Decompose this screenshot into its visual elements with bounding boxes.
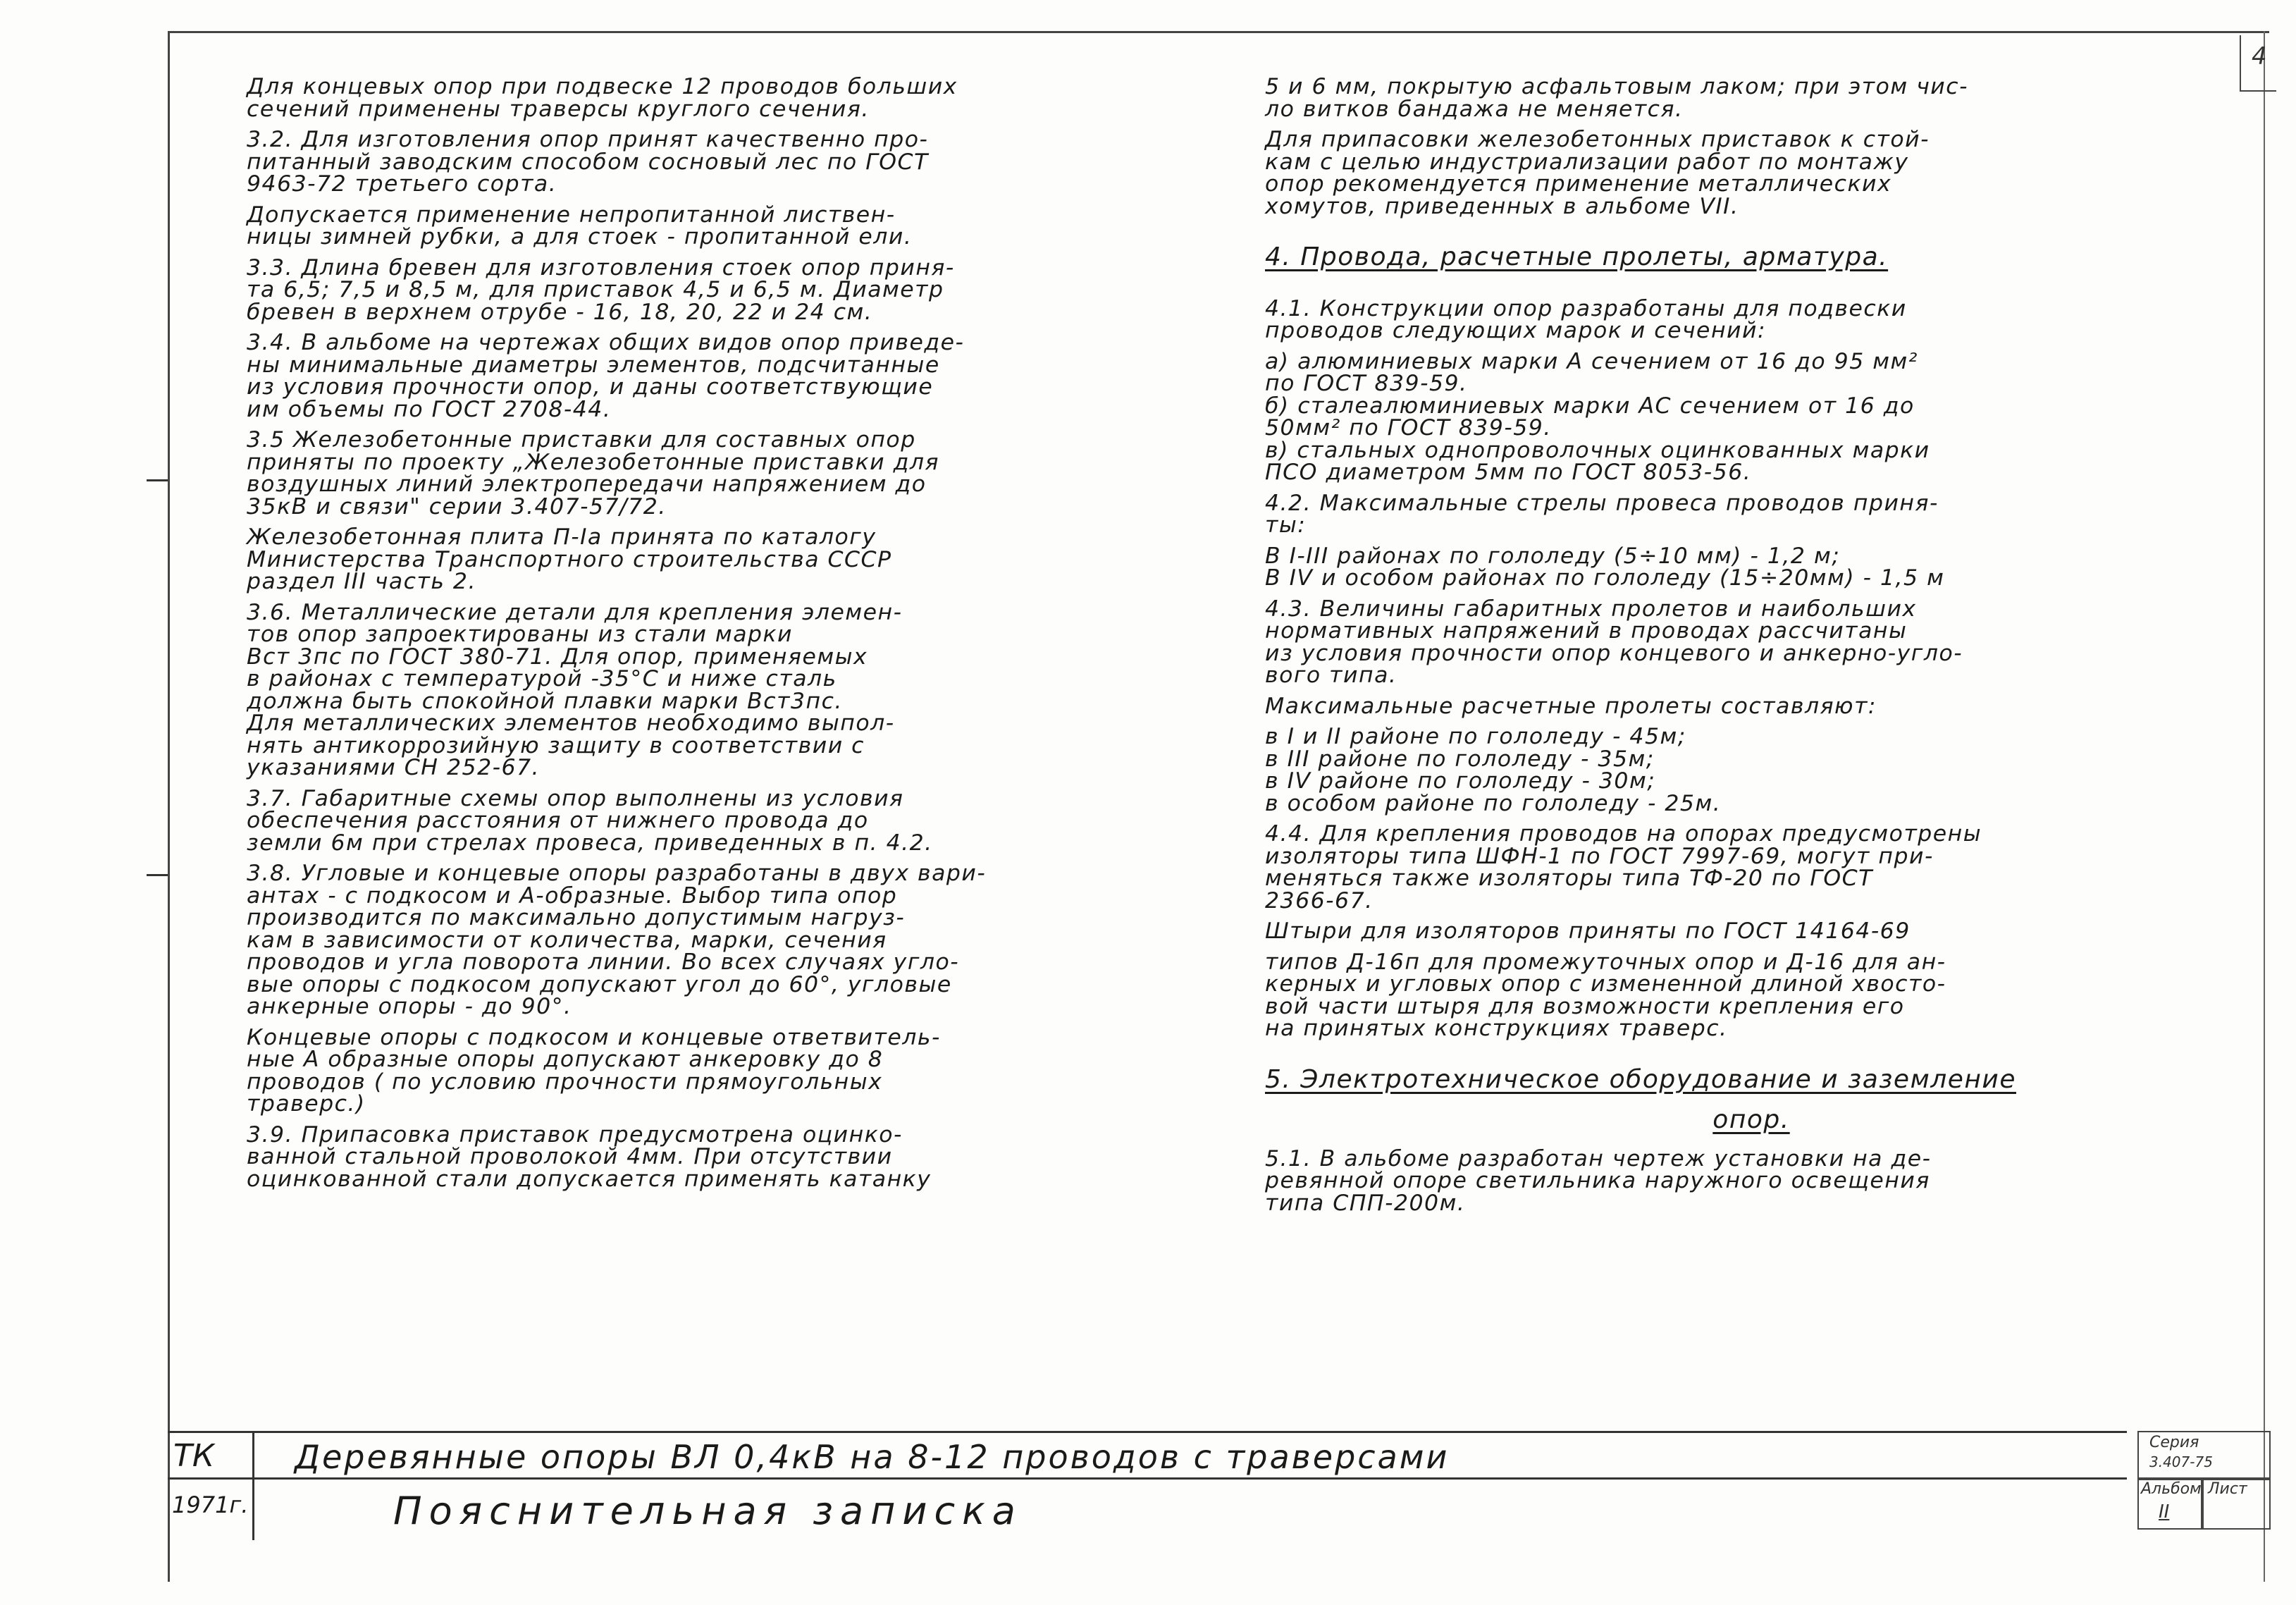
text-line: 3.6. Металлические детали для крепления элемен-	[247, 599, 903, 625]
margin-tick	[147, 874, 168, 876]
text-line: из условия прочности опор, и даны соответствующие	[247, 374, 934, 400]
text-line: Для припасовки железобетонных приставок к стой-	[1265, 127, 1930, 152]
text-line: обеспечения расстояния от нижнего провода до	[247, 808, 869, 833]
text-line: раздел III часть 2.	[247, 569, 476, 594]
text-line: 4.2. Максимальные стрелы провеса проводов приня-	[1265, 490, 1939, 516]
project-title: Деревянные опоры ВЛ 0,4кВ на 8-12 проводов с траверсами	[295, 1438, 1450, 1476]
text-line: хомутов, приведенных в альбоме VII.	[1265, 193, 1739, 219]
section-5-body	[1265, 1145, 2238, 1216]
left-text-column	[247, 76, 1184, 1191]
text-line: кам с целью индустриализации работ по монтажу	[1265, 149, 1909, 175]
text-line: нормативных напряжений в проводах рассчитаны	[1265, 618, 1908, 644]
text-line: в III районе по гололеду - 35м;	[1265, 746, 1655, 772]
text-line: земли 6м при стрелах провеса, приведенных в п. 4.2.	[247, 830, 933, 856]
text-line: 3.8. Угловые и концевые опоры разработаны в двух вари-	[247, 861, 987, 886]
text-line: меняться также изоляторы типа ТФ-20 по ГОСТ	[1265, 866, 1873, 891]
sheet-number: 4	[2252, 42, 2267, 70]
title-block-divider	[252, 1431, 254, 1540]
text-line: должна быть спокойной плавки марки Вст3пс.	[247, 688, 843, 714]
text-line: траверс.)	[247, 1091, 366, 1117]
text-line: та 6,5; 7,5 и 8,5 м, для приставок 4,5 и 6,5 м. Диаметр	[247, 277, 944, 302]
title-block	[168, 1431, 2268, 1540]
text-line: ны минимальные диаметры элементов, подсчитанные	[247, 352, 940, 378]
text-line: проводов следующих марок и сечений:	[1265, 318, 1767, 343]
text-line: типа СПП-200м.	[1265, 1190, 1466, 1216]
text-line: Максимальные расчетные пролеты составляют:	[1265, 693, 1877, 719]
sheet-label: Лист	[2208, 1480, 2247, 1498]
text-line: 9463-72 третьего сорта.	[247, 171, 557, 197]
text-line: 3.2. Для изготовления опор принят качественно про-	[247, 127, 929, 152]
text-line: вой части штыря для возможности крепления его	[1265, 993, 1905, 1019]
text-line: а) алюминиевых марки А сечением от 16 до 95 мм²	[1265, 348, 1918, 374]
text-line: 4.1. Конструкции опор разработаны для подвески	[1265, 295, 1907, 321]
text-line: 3.3. Длина бревен для изготовления стоек опор приня-	[247, 254, 955, 281]
text-line: 3.4. В альбоме на чертежах общих видов опор приведе-	[247, 330, 965, 355]
text-line: тов опор запроектированы из стали марки	[247, 622, 793, 647]
document-title: Пояснительная записка	[393, 1489, 1023, 1533]
text-line: ницы зимней рубки, а для стоек - пропитанной ели.	[247, 224, 913, 250]
text-line: сечений применены траверсы круглого сечения.	[247, 96, 870, 122]
frame-left-border	[168, 31, 170, 1582]
text-line: бревен в верхнем отрубе - 16, 18, 20, 22 и 24 см.	[247, 299, 873, 325]
text-line: Штыри для изоляторов приняты по ГОСТ 14164-69	[1265, 918, 1911, 944]
org-code: ТК	[173, 1438, 215, 1474]
frame-top-border	[169, 31, 2269, 33]
text-line: типов Д-16п для промежуточных опор и Д-16 для ан-	[1265, 949, 1946, 975]
text-line: в районах с температурой -35°С и ниже сталь	[247, 666, 837, 691]
text-line: б) сталеалюминиевых марки АС сечением от 16 до	[1265, 393, 1915, 419]
text-line: приняты по проекту „Железобетонные приставки для	[247, 449, 940, 475]
text-line: Железобетонная плита П-Iа принята по каталогу	[247, 524, 877, 550]
text-line: вые опоры с подкосом допускают угол до 60°, угловые	[247, 971, 952, 997]
frame-right-border	[2264, 31, 2265, 1582]
text-line: Для концевых опор при подвеске 12 проводов больших	[247, 74, 958, 99]
text-line: изоляторы типа ШФН-1 по ГОСТ 7997-69, могут при-	[1265, 843, 1934, 869]
text-line: ревянной опоре светильника наружного освещения	[1265, 1168, 1930, 1193]
text-line: питанный заводским способом сосновый лес по ГОСТ	[247, 149, 929, 175]
text-line: ты:	[1265, 512, 1307, 538]
text-line: ло витков бандажа не меняется.	[1265, 96, 1684, 122]
text-line: Допускается применение непропитанной листвен-	[247, 202, 896, 228]
text-line: В IV и особом районах по гололеду (15÷20мм) - 1,5 м	[1265, 565, 1945, 591]
text-line: ПСО диаметром 5мм по ГОСТ 8053-56.	[1265, 460, 1752, 485]
right-text-column	[1265, 76, 2238, 1214]
text-line: антах - с подкосом и А-образные. Выбор типа опор	[247, 883, 898, 909]
text-line: вого типа.	[1265, 663, 1397, 688]
text-line: 5 и 6 мм, покрытую асфальтовым лаком; при этом чис-	[1265, 74, 1968, 99]
text-line: керных и угловых опор с измененной длиной хвосто-	[1265, 971, 1946, 997]
text-line: проводов и угла поворота линии. Во всех случаях угло-	[247, 949, 960, 975]
text-line: указаниями СН 252-67.	[247, 755, 541, 780]
margin-tick	[147, 479, 168, 481]
text-line: воздушных линий электропередачи напряжением до	[247, 472, 927, 497]
text-line: 3.7. Габаритные схемы опор выполнены из условия	[247, 785, 904, 811]
series-value: 3.407-75	[2149, 1453, 2213, 1470]
text-line: В I-III районах по гололеду (5÷10 мм) - 1,2 м;	[1265, 543, 1841, 569]
text-line: Министерства Транспортного строительства СССР	[247, 546, 892, 572]
text-line: анкерные опоры - до 90°.	[247, 994, 572, 1019]
text-line: нять антикоррозийную защиту в соответствии с	[247, 732, 865, 758]
text-line: по ГОСТ 839-59.	[1265, 371, 1468, 396]
text-line: на принятых конструкциях траверс.	[1265, 1016, 1728, 1041]
album-value: II	[2159, 1501, 2170, 1523]
series-label: Серия	[2149, 1434, 2199, 1451]
text-line: 35кВ и связи" серии 3.407-57/72.	[247, 493, 667, 519]
text-line: 4.4. Для крепления проводов на опорах предусмотрены	[1265, 821, 1982, 847]
section-4-body	[1265, 295, 2238, 1041]
text-line: опор рекомендуется применение металлических	[1265, 171, 1892, 197]
text-line: им объемы по ГОСТ 2708-44.	[247, 396, 612, 422]
title-block-mid-line	[168, 1477, 2127, 1480]
text-line: 50мм² по ГОСТ 839-59.	[1265, 415, 1552, 441]
text-line: ванной стальной проволокой 4мм. При отсутствии	[247, 1144, 893, 1169]
right-intro-block	[1265, 76, 2238, 218]
text-line: ные А образные опоры допускают анкеровку до 8	[247, 1047, 884, 1072]
text-line: оцинкованной стали допускается применять катанку	[247, 1166, 932, 1192]
text-line: в I и II районе по гололеду - 45м;	[1265, 724, 1686, 749]
text-line: производится по максимально допустимым нагруз-	[247, 905, 906, 930]
text-line: 5.1. В альбоме разработан чертеж установки на де-	[1265, 1145, 1932, 1172]
text-line: в IV районе по гололеду - 30м;	[1265, 768, 1656, 794]
text-line: кам в зависимости от количества, марки, сечения	[247, 927, 887, 953]
text-line: в особом районе по гололеду - 25м.	[1265, 790, 1722, 816]
text-line: 3.5 Железобетонные приставки для составных опор	[247, 427, 916, 453]
text-line: 3.9. Припасовка приставок предусмотрена оцинко-	[247, 1121, 903, 1148]
text-line: 2366-67.	[1265, 887, 1374, 914]
text-line: Для металлических элементов необходимо выпол-	[247, 711, 895, 736]
text-line: из условия прочности опор концевого и анкерно-угло-	[1265, 640, 1963, 666]
text-line: Концевые опоры с подкосом и концевые ответвитель-	[247, 1024, 941, 1050]
text-line: Вст 3пс по ГОСТ 380-71. Для опор, применяемых	[247, 644, 868, 670]
section-5-heading: 5. Электротехническое оборудование и заземление	[1265, 1064, 2016, 1094]
title-block-top-line	[168, 1431, 2127, 1433]
text-line: 4.3. Величины габаритных пролетов и наибольших	[1265, 596, 1917, 622]
year: 1971г.	[172, 1492, 249, 1518]
section-5-heading-cont: опор.	[1712, 1105, 1790, 1134]
text-line: проводов ( по условию прочности прямоугольных	[247, 1069, 883, 1095]
album-label: Альбом	[2141, 1480, 2202, 1498]
text-line: в) стальных однопроволочных оцинкованных марки	[1265, 437, 1930, 463]
section-4-heading: 4. Провода, расчетные пролеты, арматура.	[1265, 242, 1889, 271]
